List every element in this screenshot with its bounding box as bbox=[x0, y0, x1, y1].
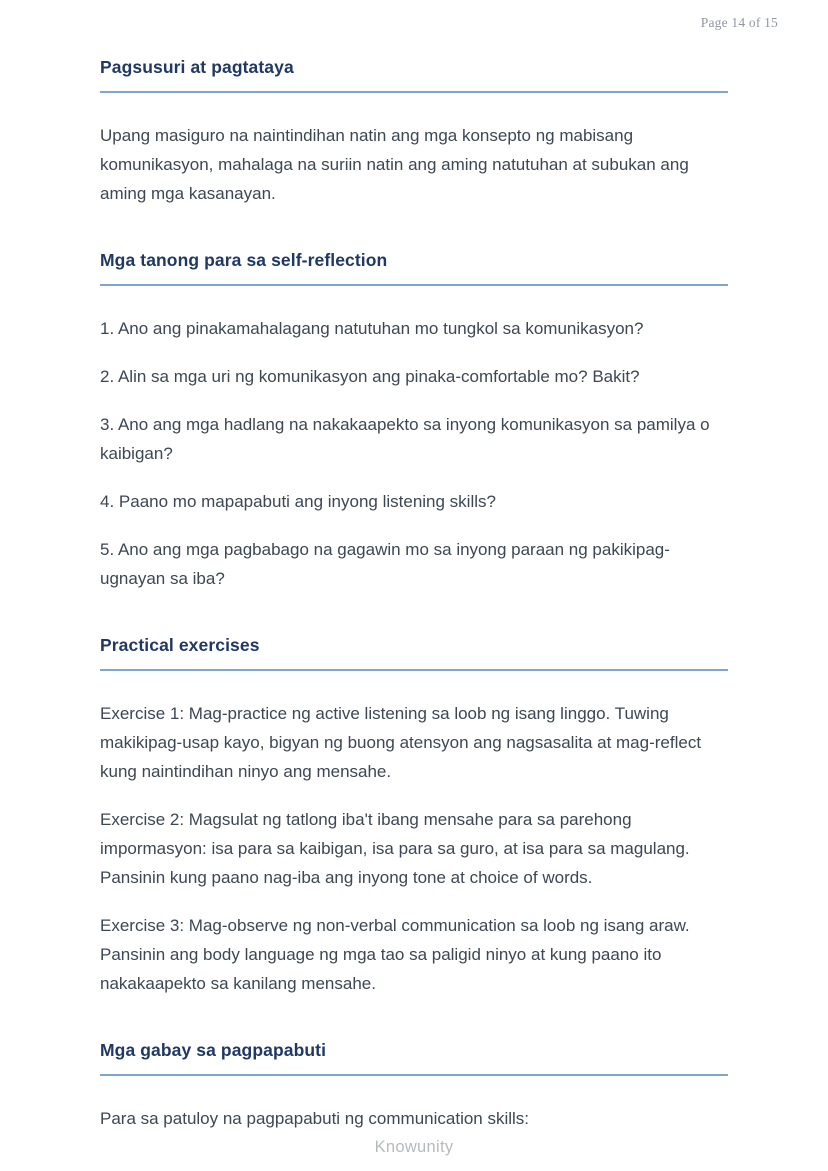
paragraph-intro: Upang masiguro na naintindihan natin ang mga konsepto ng mabisang komunikasyon, mahalaga na suriin natin ang aming natutuhan at subukan ang aming mga kasanayan. bbox=[100, 126, 689, 203]
watermark: Knowunity bbox=[374, 1138, 454, 1156]
question-item-3: 3. Ano ang mga hadlang na nakakaapekto sa inyong komunikasyon sa pamilya o kaibigan? bbox=[100, 415, 710, 463]
section-heading-pagsusuri-at-pagtataya: Pagsusuri at pagtataya bbox=[100, 57, 294, 77]
section-pagsusuri-at-pagtataya bbox=[100, 55, 728, 208]
heading-rule bbox=[100, 1074, 728, 1076]
section-heading-mga-gabay: Mga gabay sa pagpapabuti bbox=[100, 1040, 327, 1060]
question-item-4: 4. Paano mo mapapabuti ang inyong listening skills? bbox=[100, 492, 496, 511]
exercise-item-3: Exercise 3: Mag-observe ng non-verbal communication sa loob ng isang araw. Pansinin ang body language ng mga tao sa paligid ninyo at kung paano ito nakakaapekto sa kanilang mensahe. bbox=[100, 916, 690, 993]
section-mga-gabay bbox=[100, 1038, 728, 1133]
heading-rule bbox=[100, 91, 728, 93]
heading-rule bbox=[100, 284, 728, 286]
section-heading-self-reflection: Mga tanong para sa self-reflection bbox=[100, 250, 388, 270]
section-self-reflection bbox=[100, 248, 728, 593]
section-practical-exercises bbox=[100, 633, 728, 998]
paragraph-gabay-intro: Para sa patuloy na pagpapabuti ng communication skills: bbox=[100, 1109, 530, 1128]
question-item-1: 1. Ano ang pinakamahalagang natutuhan mo tungkol sa komunikasyon? bbox=[100, 319, 644, 338]
question-item-5: 5. Ano ang mga pagbabago na gagawin mo sa inyong paraan ng pakikipag-ugnayan sa iba? bbox=[100, 540, 670, 588]
section-heading-practical-exercises: Practical exercises bbox=[100, 635, 260, 655]
heading-rule bbox=[100, 669, 728, 671]
exercise-item-2: Exercise 2: Magsulat ng tatlong iba't ibang mensahe para sa parehong impormasyon: isa para sa kaibigan, isa para sa guro, at isa para sa magulang. Pansinin kung paano nag-iba ang inyong tone at choice of words. bbox=[100, 810, 690, 887]
page-number: Page 14 of 15 bbox=[700, 15, 778, 30]
question-item-2: 2. Alin sa mga uri ng komunikasyon ang pinaka-comfortable mo? Bakit? bbox=[100, 367, 640, 386]
exercise-item-1: Exercise 1: Mag-practice ng active listening sa loob ng isang linggo. Tuwing makikipag-usap kayo, bigyan ng buong atensyon ang nagsasalita at mag-reflect kung naintindihan ninyo ang mensahe. bbox=[100, 704, 702, 781]
